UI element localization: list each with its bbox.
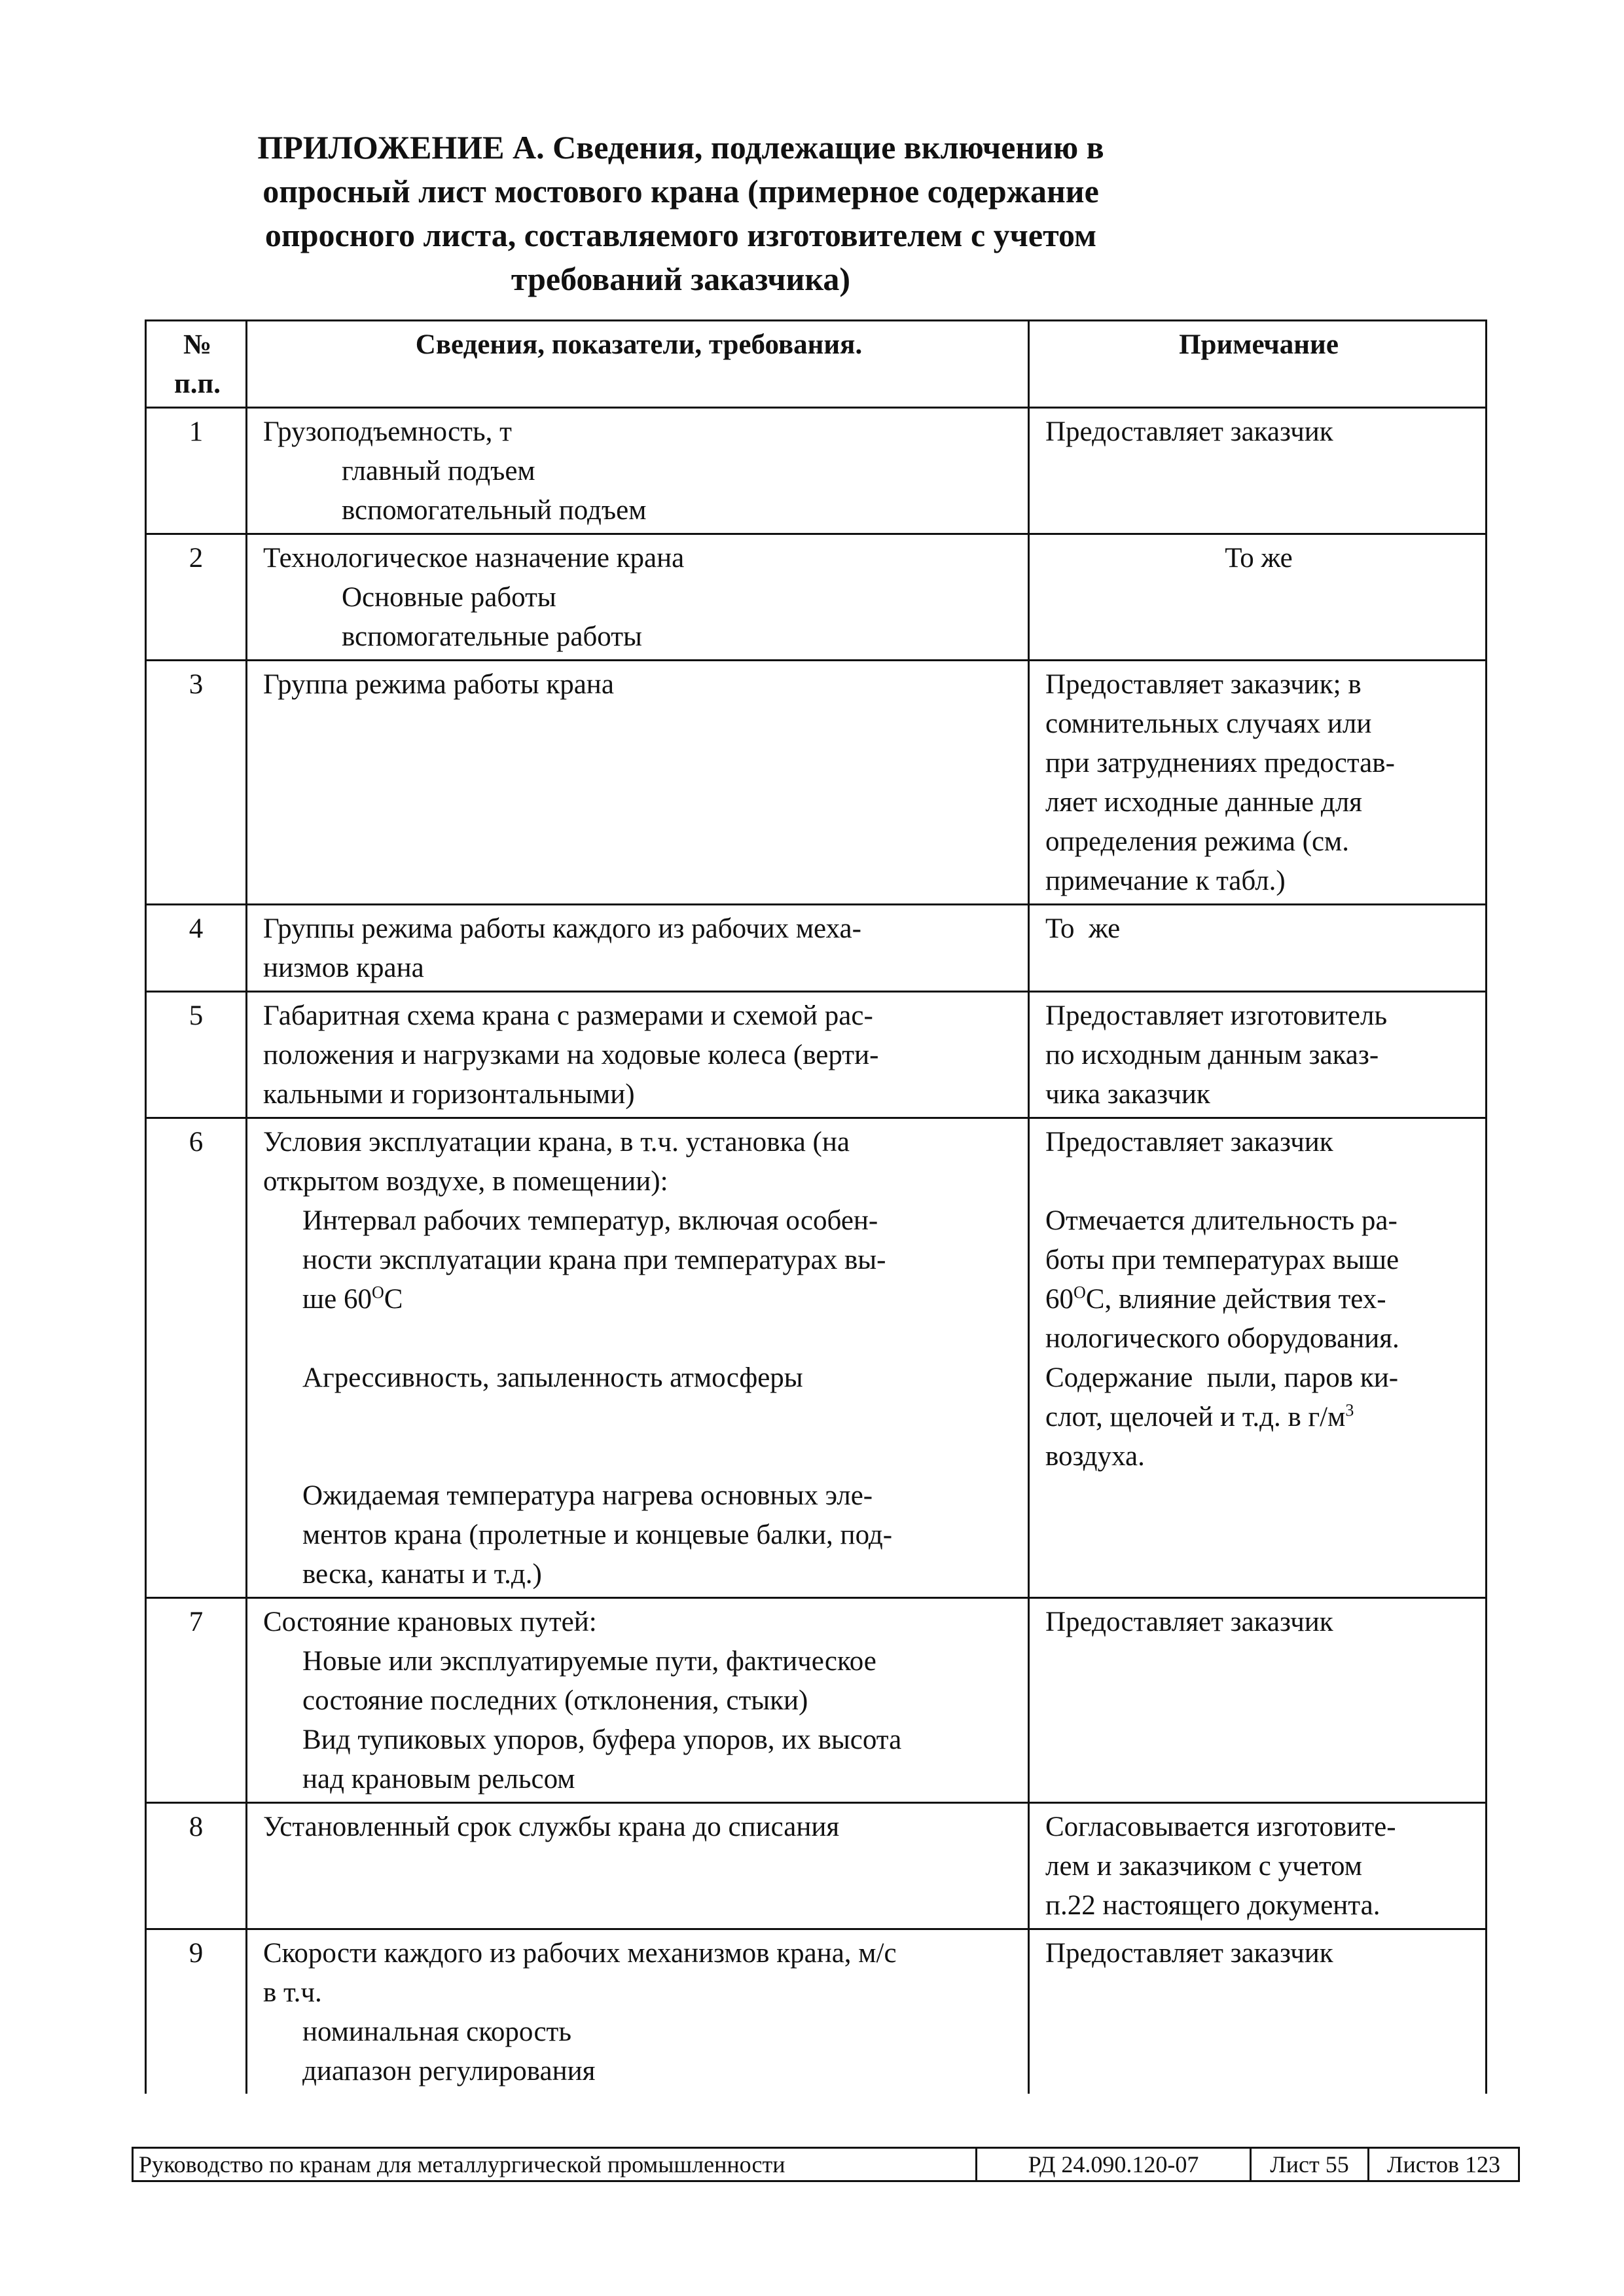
note-line: чика заказчик [1045, 1079, 1210, 1110]
header-num [146, 321, 247, 408]
note-line: Предоставляет заказчик [1045, 1607, 1333, 1637]
header-num-symbol: № [183, 329, 212, 360]
row-note [1029, 1803, 1487, 1929]
row-note [1029, 534, 1487, 661]
note-line: по исходным данным заказ- [1045, 1040, 1379, 1070]
info-line: главный подъем [342, 456, 535, 486]
info-line: Технологическое назначение крана [263, 543, 685, 574]
temp-text: ше 60 [302, 1284, 372, 1315]
info-line: Новые или эксплуатируемые пути, фактическое [302, 1646, 876, 1677]
row-info [247, 534, 1029, 661]
note-line: лем и заказчиком с учетом [1045, 1851, 1362, 1882]
row-note [1029, 1118, 1487, 1598]
note-line: нологического оборудования. [1045, 1323, 1399, 1354]
note-line: Предоставляет заказчик [1045, 1938, 1333, 1969]
row-note [1029, 1929, 1487, 2094]
table-row [146, 1598, 1487, 1803]
spacer [263, 1398, 1015, 1476]
row-note [1029, 408, 1487, 534]
row-info [247, 661, 1029, 905]
row-number: 1 [146, 408, 247, 534]
info-line: кальными и горизонтальными) [263, 1079, 635, 1110]
row-note [1029, 1598, 1487, 1803]
row-info [247, 408, 1029, 534]
row-info [247, 1929, 1029, 2094]
row-number: 6 [146, 1118, 247, 1598]
title-line: требований заказчика) [511, 261, 851, 297]
title-line: ПРИЛОЖЕНИЕ А. Сведения, подлежащие включению в [257, 129, 1104, 166]
note-line [1045, 1398, 1472, 1437]
header-num-abbr: п.п. [173, 369, 221, 399]
row-number: 3 [146, 661, 247, 905]
table-header-row [146, 321, 1487, 408]
row-number: 9 [146, 1929, 247, 2094]
table-row [146, 1118, 1487, 1598]
header-info: Сведения, показатели, требования. [247, 321, 1029, 408]
table-row [146, 408, 1487, 534]
info-line: состояние последних (отклонения, стыки) [302, 1685, 808, 1716]
note-line: воздуха. [1045, 1441, 1145, 1472]
spacer [1045, 1162, 1472, 1201]
info-line: Условия эксплуатации крана, в т.ч. установка (на [263, 1127, 850, 1157]
celsius-letter: С [384, 1284, 403, 1315]
info-line: Грузоподъемность, т [263, 416, 512, 447]
row-number: 2 [146, 534, 247, 661]
row-info [247, 1598, 1029, 1803]
info-line: Ожидаемая температура нагрева основных эле- [302, 1480, 873, 1511]
temp-text: С, влияние действия тех- [1085, 1284, 1386, 1315]
info-line: открытом воздухе, в помещении): [263, 1166, 668, 1197]
info-line: низмов крана [263, 953, 424, 983]
info-line: над крановым рельсом [302, 1764, 575, 1795]
row-note [1029, 992, 1487, 1118]
temp-value: 60 [1045, 1284, 1074, 1315]
info-line [263, 1280, 1015, 1319]
row-note [1029, 661, 1487, 905]
info-line: Установленный срок службы крана до списания [263, 1812, 840, 1842]
info-line: Агрессивность, запыленность атмосферы [302, 1362, 803, 1393]
info-line: Вид тупиковых упоров, буфера упоров, их высота [302, 1724, 902, 1755]
table-row [146, 1929, 1487, 2094]
note-line: примечание к табл.) [1045, 866, 1286, 896]
degree-sign: O [371, 1283, 384, 1302]
table-row [146, 905, 1487, 992]
note-line [1045, 1280, 1472, 1319]
table-row [146, 661, 1487, 905]
spacer [263, 1319, 1015, 1358]
note-line: Предоставляет заказчик [1045, 1127, 1333, 1157]
header-note: Примечание [1029, 321, 1487, 408]
info-line: Группы режима работы каждого из рабочих меха- [263, 913, 861, 944]
note-line: Предоставляет заказчик [1045, 416, 1333, 447]
info-line: вспомогательные работы [342, 621, 642, 652]
unit-text: слот, щелочей и т.д. в г/м [1045, 1402, 1346, 1432]
info-line: Скорости каждого из рабочих механизмов крана, м/с [263, 1938, 897, 1969]
row-number: 5 [146, 992, 247, 1118]
title-line: опросного листа, составляемого изготовителем с учетом [264, 217, 1097, 253]
row-info [247, 905, 1029, 992]
degree-sign: O [1074, 1283, 1086, 1302]
note-line: определения режима (см. [1045, 826, 1350, 857]
footer-doc-title: Руководство по кранам для металлургической промышленности [133, 2148, 977, 2181]
note-line: Предоставляет заказчик; в [1045, 669, 1362, 700]
note-line: Согласовывается изготовите- [1045, 1812, 1396, 1842]
info-line: Группа режима работы крана [263, 669, 614, 700]
title-line: опросный лист мостового крана (примерное содержание [262, 173, 1099, 210]
footer-sheets-total: Листов 123 [1369, 2148, 1519, 2181]
table-row [146, 534, 1487, 661]
info-line: ности эксплуатации крана при температурах вы- [302, 1245, 886, 1275]
row-info [247, 992, 1029, 1118]
info-line: в т.ч. [263, 1977, 322, 2008]
note-line: при затруднениях предостав- [1045, 748, 1395, 778]
footer-doc-code: РД 24.090.120-07 [977, 2148, 1251, 2181]
row-info [247, 1803, 1029, 1929]
note-line: ляет исходные данные для [1045, 787, 1362, 818]
row-number: 7 [146, 1598, 247, 1803]
row-number: 4 [146, 905, 247, 992]
note-line: п.22 настоящего документа. [1045, 1890, 1380, 1921]
note-line: То же [1045, 913, 1121, 944]
info-line: Основные работы [342, 582, 556, 613]
row-info [247, 1118, 1029, 1598]
info-line: диапазон регулирования [302, 2056, 596, 2086]
info-line: положения и нагрузками на ходовые колеса (верти- [263, 1040, 879, 1070]
info-line: Интервал рабочих температур, включая особен- [302, 1205, 878, 1236]
page-title [249, 126, 1113, 301]
footer-sheet: Лист 55 [1251, 2148, 1369, 2181]
note-line: сомнительных случаях или [1045, 708, 1372, 739]
note-line: Отмечается длительность ра- [1045, 1205, 1398, 1236]
info-line: вспомогательный подъем [342, 495, 647, 526]
table-row [146, 1803, 1487, 1929]
note-line: Содержание пыли, паров ки- [1045, 1362, 1399, 1393]
info-line: Состояние крановых путей: [263, 1607, 597, 1637]
row-note [1029, 905, 1487, 992]
cube-superscript: 3 [1345, 1400, 1354, 1420]
note-line: Предоставляет изготовитель [1045, 1000, 1388, 1031]
row-number: 8 [146, 1803, 247, 1929]
questionnaire-table [145, 319, 1487, 2094]
info-line: веска, канаты и т.д.) [302, 1559, 542, 1590]
info-line: Габаритная схема крана с размерами и схемой рас- [263, 1000, 873, 1031]
note-line: боты при температурах выше [1045, 1245, 1399, 1275]
info-line: ментов крана (пролетные и концевые балки, под- [302, 1520, 893, 1550]
info-line: номинальная скорость [302, 2016, 571, 2047]
page-footer [132, 2147, 1520, 2182]
note-line: То же [1225, 543, 1293, 574]
table-row [146, 992, 1487, 1118]
